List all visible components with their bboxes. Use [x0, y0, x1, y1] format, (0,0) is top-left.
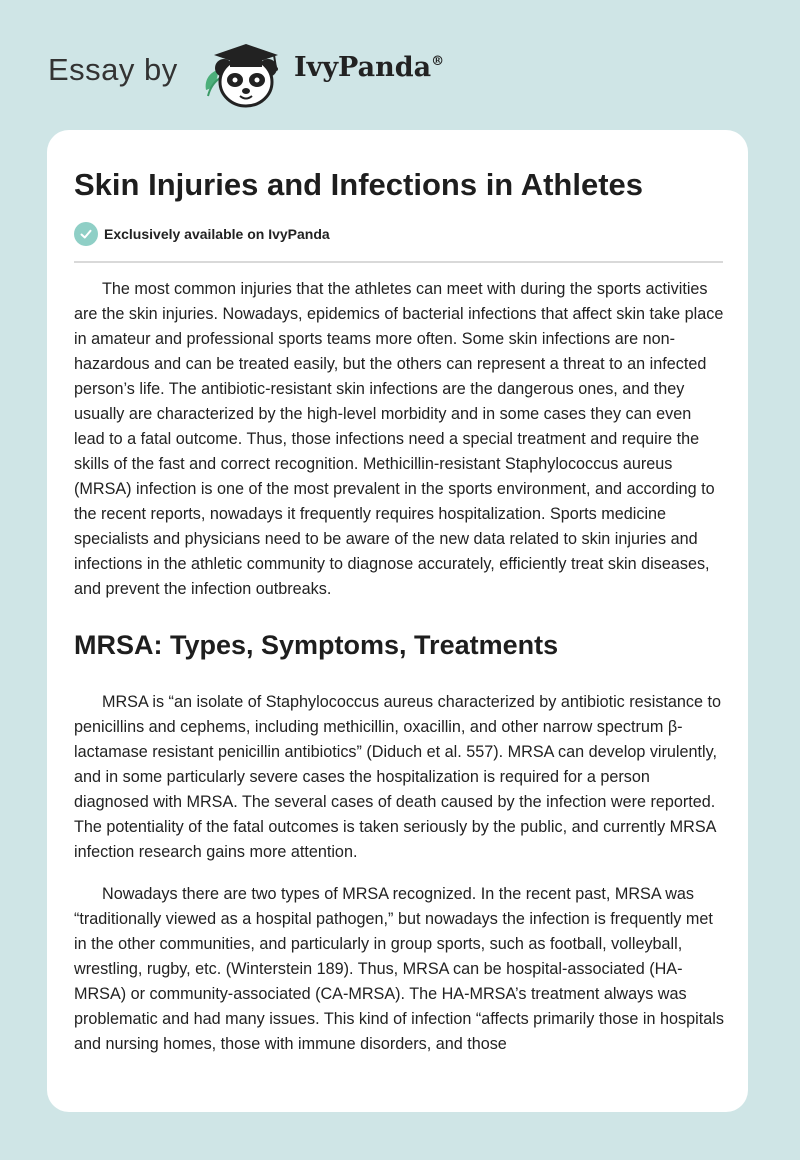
exclusive-badge: [74, 222, 330, 246]
essay-by-label: Essay by: [48, 52, 178, 87]
body-paragraph: MRSA is “an isolate of Staphylococcus aureus characterized by antibiotic resistance to penicillins and cephems, including methicillin, oxacillin, and other narrow spectrum β-lactamase resistant penicillin antibiotics” (Diduch et al. 557). MRSA can develop virulently, and in some particularly severe cases the hospitalization is required for a person diagnosed with MRSA. The several cases of death caused by the infection were reported. The potentiality of the fatal outcomes is taken seriously by the public, and currently MRSA infection research gains more attention.: [74, 693, 722, 861]
exclusive-label: Exclusively available on IvyPanda: [104, 226, 330, 242]
intro-paragraph: The most common injuries that the athletes can meet with during the sports activities are the skin injuries. Nowadays, epidemics of bacterial infections that affect skin take place in amateur and professional sports teams more often. Some skin infections are non-hazardous and can be treated easily, but the others can represent a threat to an infected person’s life. The antibiotic-resistant skin infections are the dangerous ones, and they usually are characterized by the high-level morbidity and in some cases they can even lead to a fatal outcome. Thus, those infections need a special treatment and require the skills of the fast and correct recognition. Methicillin-resistant Staphylococcus aureus (MRSA) infection is one of the most prevalent in the sports environment, and according to the recent reports, nowadays it frequently requires hospitalization. Sports medicine specialists and physicians need to be aware of the new data related to skin injuries and infections in the athletic community to diagnose accurately, efficiently treat skin diseases, and prevent the infection outbreaks.: [74, 280, 724, 598]
essay-title: Skin Injuries and Infections in Athletes: [74, 167, 644, 202]
panda-logo-icon[interactable]: [200, 38, 292, 110]
check-icon: [74, 222, 98, 246]
essay-card: [47, 130, 748, 1112]
registered-mark: ®: [431, 54, 445, 69]
section-heading: MRSA: Types, Symptoms, Treatments: [74, 630, 559, 660]
brand-name[interactable]: [294, 52, 444, 83]
essay-body: [74, 277, 726, 1074]
divider: [74, 261, 723, 263]
site-header: [0, 0, 800, 130]
body-paragraph: Nowadays there are two types of MRSA recognized. In the recent past, MRSA was “traditionally viewed as a hospital pathogen,” but nowadays the infection is frequently met in the other communities, and particularly in group sports, such as football, volleyball, wrestling, rugby, etc. (Winterstein 189). Thus, MRSA can be hospital-associated (HA-MRSA) or community-associated (CA-MRSA). The HA-MRSA’s treatment always was problematic and had many issues. This kind of infection “affects primarily those in hospitals and nursing homes, those with immune disorders, and those: [74, 885, 724, 1053]
brand-name-text: IvyPanda: [294, 52, 432, 83]
